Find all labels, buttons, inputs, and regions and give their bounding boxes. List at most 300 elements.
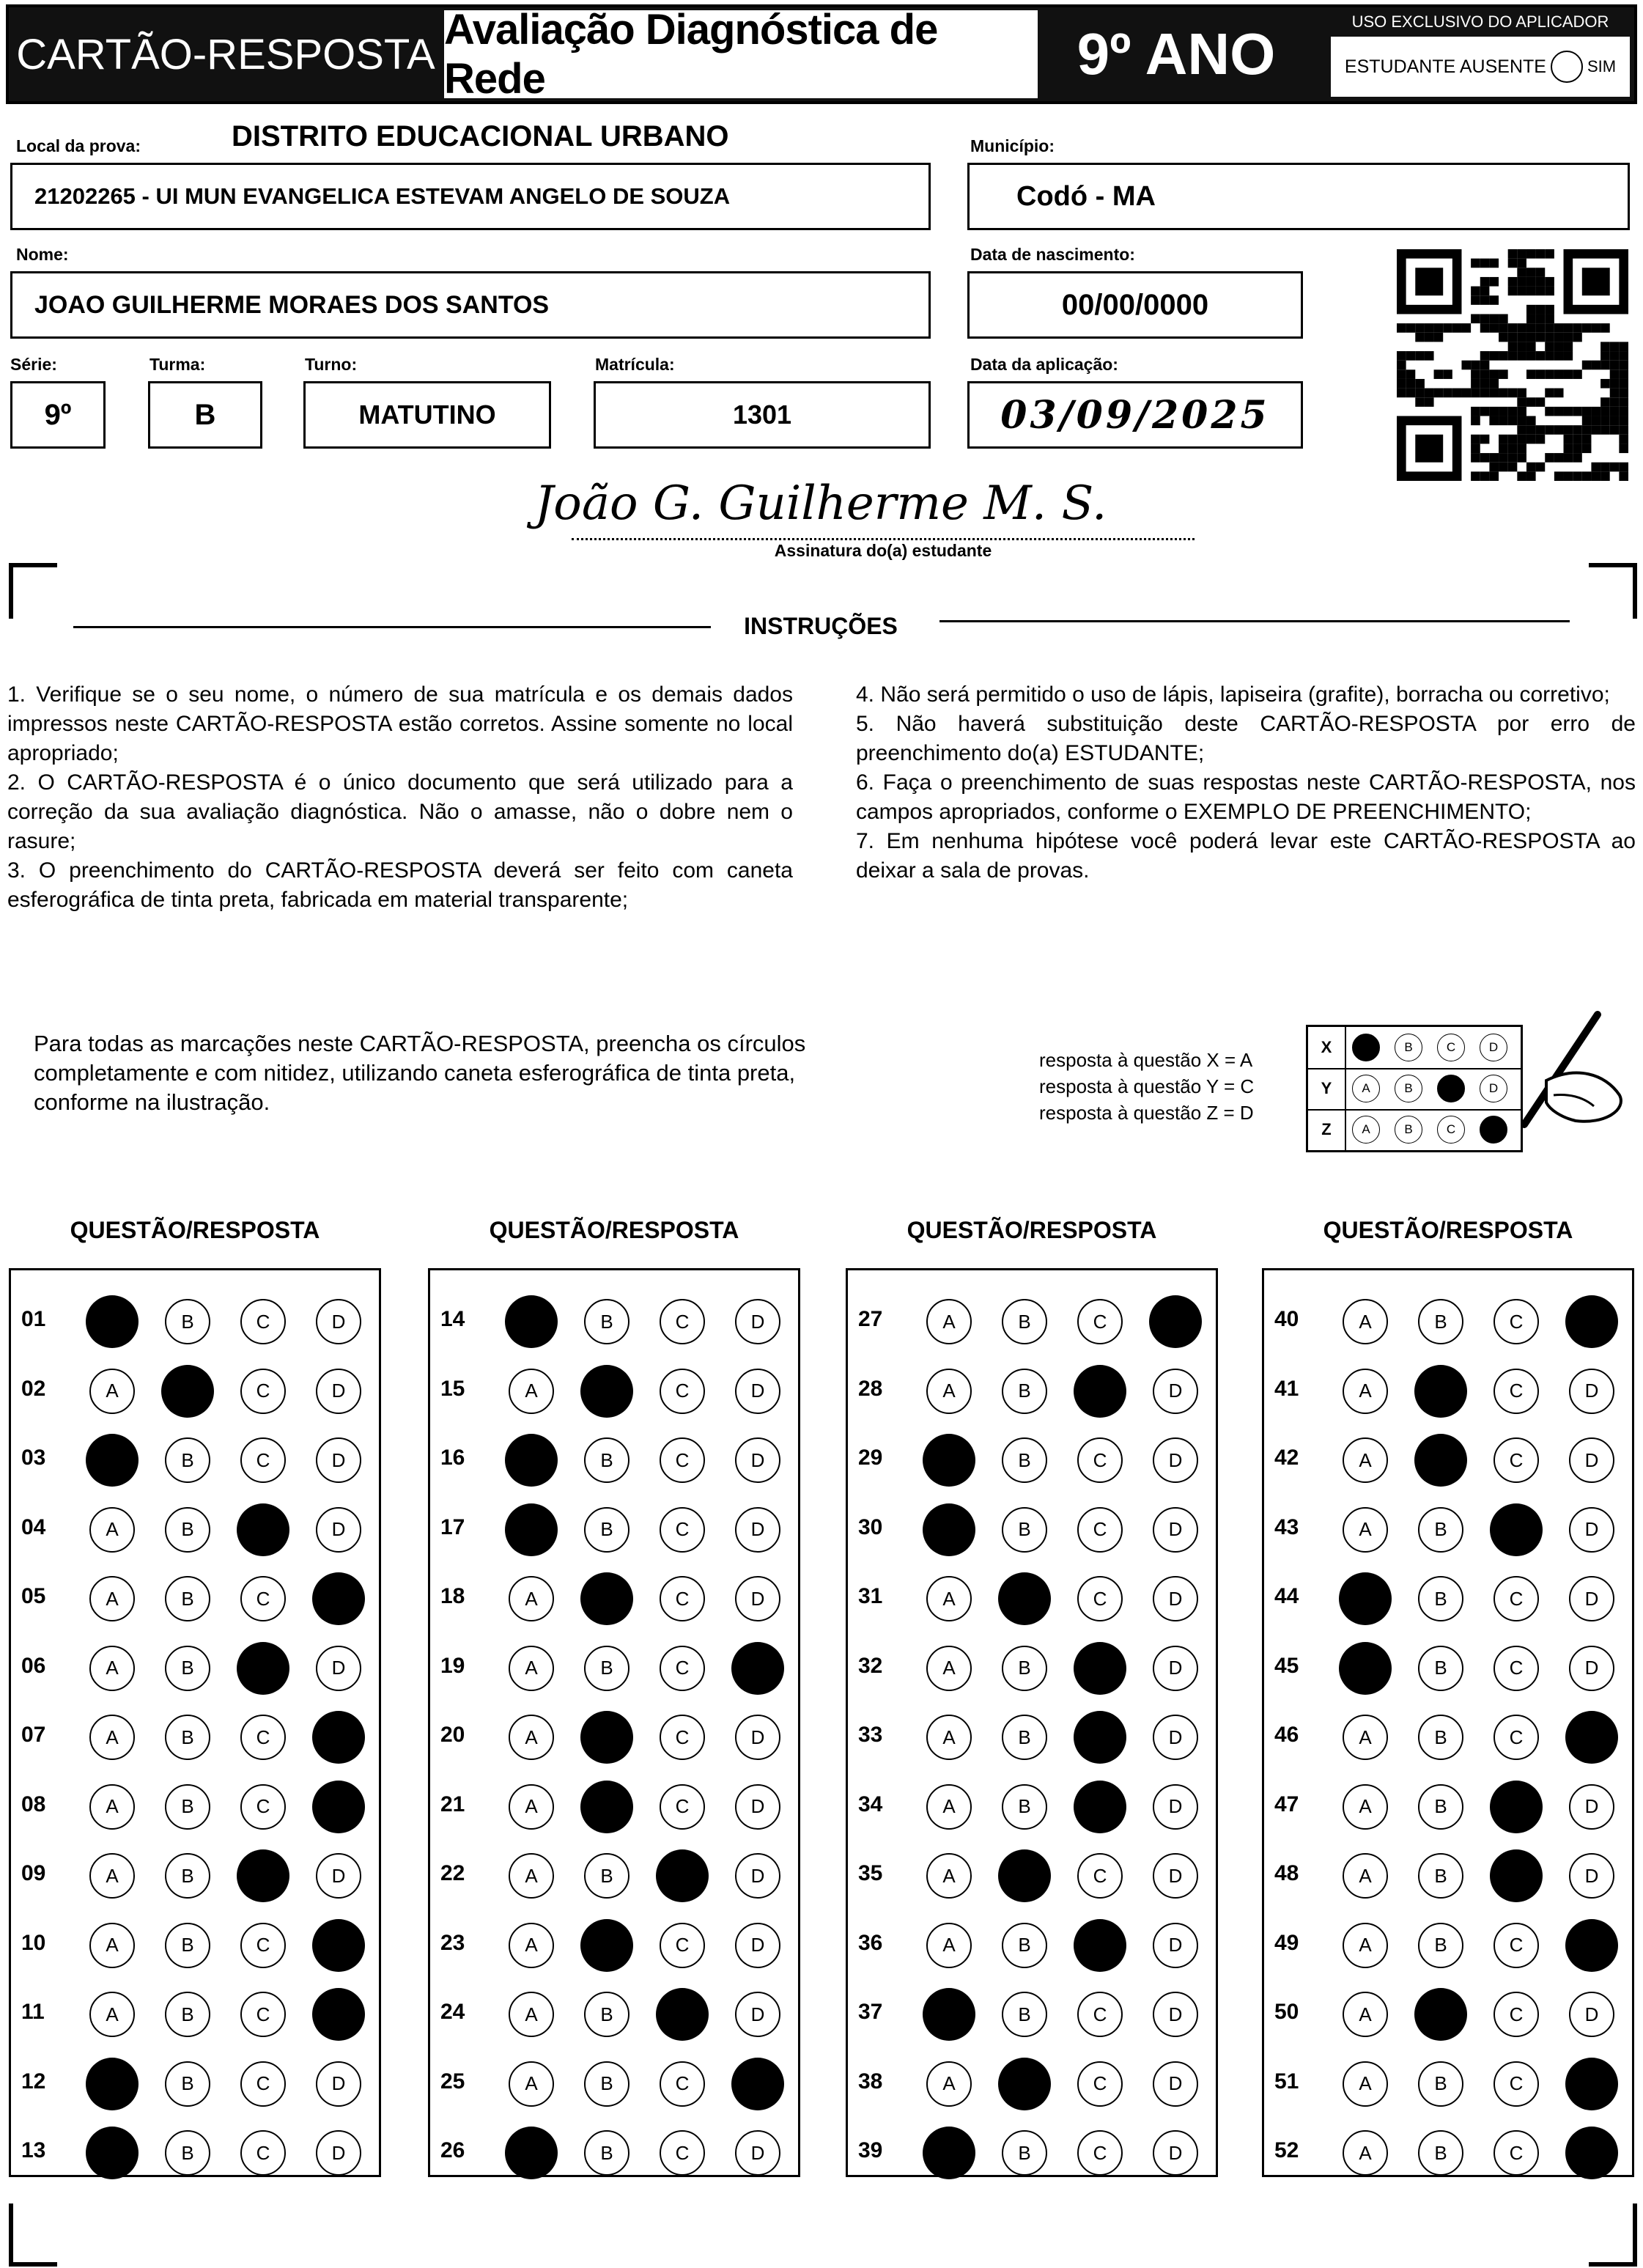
- answer-bubble-12-c[interactable]: C: [240, 2061, 286, 2107]
- answer-bubble-50-b[interactable]: [1414, 1988, 1467, 2041]
- answer-bubble-07-a[interactable]: A: [89, 1715, 135, 1760]
- answer-bubble-06-b[interactable]: B: [165, 1646, 210, 1691]
- answer-bubble-09-b[interactable]: B: [165, 1853, 210, 1899]
- answer-bubble-13-d[interactable]: D: [316, 2130, 361, 2176]
- answer-bubble-15-d[interactable]: D: [735, 1369, 780, 1414]
- answer-bubble-48-d[interactable]: D: [1569, 1853, 1614, 1899]
- aplicacao-field: 03/09/2025: [967, 381, 1303, 449]
- answer-bubble-33-a[interactable]: A: [926, 1715, 972, 1760]
- question-number: 33: [858, 1723, 883, 1747]
- answer-bubble-29-b[interactable]: B: [1002, 1437, 1047, 1483]
- instruction-2: 2. O CARTÃO-RESPOSTA é o único documento que será utilizado para a correção da sua avaliação diagnóstica. Não o amasse, não o dobre nem o rasure;: [7, 770, 793, 853]
- answer-bubble-45-c[interactable]: C: [1494, 1646, 1539, 1691]
- answer-bubble-24-d[interactable]: D: [735, 1992, 780, 2037]
- answer-bubble-50-a[interactable]: A: [1343, 1992, 1388, 2037]
- question-number: 50: [1274, 2000, 1299, 2024]
- question-number: 17: [440, 1514, 465, 1539]
- answer-bubble-48-c[interactable]: [1490, 1849, 1543, 1902]
- turno-label: Turno:: [305, 355, 358, 374]
- answer-bubble-29-c[interactable]: C: [1077, 1437, 1123, 1483]
- answer-bubble-41-b[interactable]: [1414, 1365, 1467, 1418]
- answer-bubble-26-a[interactable]: [505, 2127, 558, 2179]
- answer-bubble-49-b[interactable]: B: [1418, 1923, 1463, 1968]
- municipio-label: Município:: [970, 136, 1055, 155]
- question-number: 05: [21, 1584, 46, 1608]
- absent-label: ESTUDANTE AUSENTE: [1344, 56, 1546, 77]
- answer-bubble-39-b[interactable]: B: [1002, 2130, 1047, 2176]
- answer-bubble-50-c[interactable]: C: [1494, 1992, 1539, 2037]
- instruction-5: 5. Não haverá substituição deste CARTÃO-RESPOSTA por erro de preenchimento do(a) ESTUDANTE;: [856, 712, 1636, 765]
- absent-yes-label: SIM: [1587, 57, 1617, 76]
- answer-bubble-30-a[interactable]: [923, 1503, 975, 1556]
- answer-bubble-06-c[interactable]: [237, 1642, 289, 1695]
- answer-bubble-40-d[interactable]: [1565, 1295, 1618, 1348]
- answer-bubble-02-d[interactable]: D: [316, 1369, 361, 1414]
- answer-bubble-19-d[interactable]: [731, 1642, 784, 1695]
- example-bubble-b: B: [1395, 1075, 1422, 1102]
- answer-bubble-11-d[interactable]: [312, 1988, 365, 2041]
- answer-bubble-04-c[interactable]: [237, 1503, 289, 1556]
- answer-bubble-20-d[interactable]: D: [735, 1715, 780, 1760]
- answer-bubble-09-c[interactable]: [237, 1849, 289, 1902]
- answer-bubble-02-b[interactable]: [161, 1365, 214, 1418]
- answer-bubble-06-a[interactable]: A: [89, 1646, 135, 1691]
- answer-bubble-42-a[interactable]: A: [1343, 1437, 1388, 1483]
- question-number: 25: [440, 2069, 465, 2094]
- example-bubble-c: C: [1437, 1116, 1465, 1144]
- answer-bubble-14-b[interactable]: B: [584, 1299, 629, 1344]
- question-number: 48: [1274, 1861, 1299, 1885]
- answer-bubble-09-d[interactable]: D: [316, 1853, 361, 1899]
- nascimento-label: Data de nascimento:: [970, 245, 1135, 264]
- answer-bubble-28-b[interactable]: B: [1002, 1369, 1047, 1414]
- question-number: 44: [1274, 1584, 1299, 1608]
- answer-bubble-37-d[interactable]: D: [1153, 1992, 1198, 2037]
- answer-bubble-15-b[interactable]: [580, 1365, 633, 1418]
- answer-bubble-27-c[interactable]: C: [1077, 1299, 1123, 1344]
- answer-bubble-18-b[interactable]: [580, 1572, 633, 1625]
- answer-bubble-30-b[interactable]: B: [1002, 1507, 1047, 1553]
- corner-mark-top-right: [1589, 563, 1637, 619]
- example-bubble-c: [1437, 1075, 1465, 1102]
- answer-bubble-31-c[interactable]: C: [1077, 1576, 1123, 1621]
- answer-bubble-39-c[interactable]: C: [1077, 2130, 1123, 2176]
- answer-bubble-26-d[interactable]: D: [735, 2130, 780, 2176]
- example-legend-x: resposta à questão X = A: [1039, 1049, 1253, 1071]
- answer-bubble-03-c[interactable]: C: [240, 1437, 286, 1483]
- answer-bubble-14-a[interactable]: [505, 1295, 558, 1348]
- answer-bubble-50-d[interactable]: D: [1569, 1992, 1614, 2037]
- example-row-label: Z: [1308, 1109, 1346, 1150]
- answer-bubble-21-a[interactable]: A: [509, 1784, 554, 1830]
- answer-bubble-45-b[interactable]: B: [1418, 1646, 1463, 1691]
- question-number: 37: [858, 2000, 883, 2024]
- answer-bubble-49-a[interactable]: A: [1343, 1923, 1388, 1968]
- instructions-title: INSTRUÇÕES: [744, 613, 898, 639]
- answer-bubble-41-d[interactable]: D: [1569, 1369, 1614, 1414]
- answer-bubble-46-b[interactable]: B: [1418, 1715, 1463, 1760]
- exam-title: Avaliação Diagnóstica de Rede: [444, 10, 1038, 98]
- answer-bubble-52-a[interactable]: A: [1343, 2130, 1388, 2176]
- example-bubble-d: D: [1480, 1075, 1507, 1102]
- answer-bubble-14-c[interactable]: C: [660, 1299, 705, 1344]
- answer-bubble-01-b[interactable]: B: [165, 1299, 210, 1344]
- example-row-y: [1308, 1068, 1521, 1111]
- question-number: 38: [858, 2069, 883, 2094]
- answer-bubble-21-d[interactable]: D: [735, 1784, 780, 1830]
- corner-mark-bottom-left: [9, 2203, 57, 2267]
- absent-box: [1331, 37, 1630, 97]
- answer-bubble-01-a[interactable]: [86, 1295, 139, 1348]
- answer-bubble-26-c[interactable]: C: [660, 2130, 705, 2176]
- answer-bubble-19-c[interactable]: C: [660, 1646, 705, 1691]
- answer-bubble-16-c[interactable]: C: [660, 1437, 705, 1483]
- answer-bubble-51-c[interactable]: C: [1494, 2061, 1539, 2107]
- answer-bubble-15-c[interactable]: C: [660, 1369, 705, 1414]
- answer-bubble-23-d[interactable]: D: [735, 1923, 780, 1968]
- signature-line: [572, 538, 1195, 540]
- question-number: 29: [858, 1446, 883, 1470]
- fill-note: Para todas as marcações neste CARTÃO-RESPOSTA, preencha os círculos completamente e com nitidez, utilizando caneta esferográfica de tinta preta, conforme na ilustração.: [34, 1031, 806, 1115]
- question-number: 47: [1274, 1792, 1299, 1816]
- answer-bubble-22-d[interactable]: D: [735, 1853, 780, 1899]
- instruction-4: 4. Não será permitido o uso de lápis, lapiseira (grafite), borracha ou corretivo;: [856, 682, 1610, 707]
- answer-bubble-10-b[interactable]: B: [165, 1923, 210, 1968]
- answer-bubble-43-a[interactable]: A: [1343, 1507, 1388, 1553]
- answer-bubble-05-a[interactable]: A: [89, 1576, 135, 1621]
- answer-bubble-23-b[interactable]: [580, 1919, 633, 1972]
- answer-bubble-18-a[interactable]: A: [509, 1576, 554, 1621]
- answer-bubble-35-d[interactable]: D: [1153, 1853, 1198, 1899]
- answer-bubble-03-d[interactable]: D: [316, 1437, 361, 1483]
- answer-bubble-49-d[interactable]: [1565, 1919, 1618, 1972]
- question-number: 14: [440, 1307, 465, 1331]
- answer-bubble-45-d[interactable]: D: [1569, 1646, 1614, 1691]
- answer-bubble-19-a[interactable]: A: [509, 1646, 554, 1691]
- answer-bubble-47-d[interactable]: D: [1569, 1784, 1614, 1830]
- instructions-rule-left: [73, 626, 711, 628]
- nome-label: Nome:: [16, 245, 69, 264]
- answer-bubble-29-a[interactable]: [923, 1434, 975, 1487]
- answer-bubble-48-b[interactable]: B: [1418, 1853, 1463, 1899]
- answer-bubble-12-a[interactable]: [86, 2058, 139, 2110]
- answer-bubble-26-b[interactable]: B: [584, 2130, 629, 2176]
- question-number: 02: [21, 1376, 46, 1401]
- answer-bubble-05-c[interactable]: C: [240, 1576, 286, 1621]
- answer-bubble-40-c[interactable]: C: [1494, 1299, 1539, 1344]
- answer-bubble-08-a[interactable]: A: [89, 1784, 135, 1830]
- question-number: 04: [21, 1514, 46, 1539]
- answer-bubble-37-b[interactable]: B: [1002, 1992, 1047, 2037]
- answer-bubble-19-b[interactable]: B: [584, 1646, 629, 1691]
- answer-bubble-44-a[interactable]: [1339, 1572, 1392, 1625]
- answer-bubble-29-d[interactable]: D: [1153, 1437, 1198, 1483]
- answer-bubble-36-b[interactable]: B: [1002, 1923, 1047, 1968]
- answer-bubble-51-a[interactable]: A: [1343, 2061, 1388, 2107]
- answer-bubble-38-c[interactable]: C: [1077, 2061, 1123, 2107]
- answer-bubble-52-d[interactable]: [1565, 2127, 1618, 2179]
- question-number: 18: [440, 1584, 465, 1608]
- answer-bubble-28-d[interactable]: D: [1153, 1369, 1198, 1414]
- answer-bubble-17-d[interactable]: D: [735, 1507, 780, 1553]
- answer-column-2: [428, 1268, 800, 2177]
- instructions-left: [7, 680, 793, 915]
- answer-bubble-04-d[interactable]: D: [316, 1507, 361, 1553]
- answer-bubble-37-a[interactable]: [923, 1988, 975, 2041]
- answer-bubble-46-a[interactable]: A: [1343, 1715, 1388, 1760]
- answer-bubble-47-c[interactable]: [1490, 1781, 1543, 1833]
- answer-bubble-24-c[interactable]: [656, 1988, 709, 2041]
- answer-bubble-12-b[interactable]: B: [165, 2061, 210, 2107]
- answer-bubble-30-c[interactable]: C: [1077, 1507, 1123, 1553]
- answer-bubble-05-b[interactable]: B: [165, 1576, 210, 1621]
- answer-bubble-30-d[interactable]: D: [1153, 1507, 1198, 1553]
- question-number: 42: [1274, 1446, 1299, 1470]
- answer-bubble-36-d[interactable]: D: [1153, 1923, 1198, 1968]
- answer-bubble-39-d[interactable]: D: [1153, 2130, 1198, 2176]
- answer-bubble-17-c[interactable]: C: [660, 1507, 705, 1553]
- answer-bubble-47-a[interactable]: A: [1343, 1784, 1388, 1830]
- answer-bubble-52-c[interactable]: C: [1494, 2130, 1539, 2176]
- nascimento-field: 00/00/0000: [967, 271, 1303, 339]
- answer-bubble-42-d[interactable]: D: [1569, 1437, 1614, 1483]
- question-number: 39: [858, 2138, 883, 2162]
- answer-bubble-27-d[interactable]: [1149, 1295, 1202, 1348]
- answer-bubble-20-b[interactable]: [580, 1711, 633, 1764]
- answer-bubble-42-c[interactable]: C: [1494, 1437, 1539, 1483]
- answer-bubble-01-c[interactable]: C: [240, 1299, 286, 1344]
- answer-bubble-46-c[interactable]: C: [1494, 1715, 1539, 1760]
- answer-bubble-05-d[interactable]: [312, 1572, 365, 1625]
- answer-bubble-13-a[interactable]: [86, 2127, 139, 2179]
- answer-bubble-49-c[interactable]: C: [1494, 1923, 1539, 1968]
- answer-bubble-43-c[interactable]: [1490, 1503, 1543, 1556]
- absent-checkbox[interactable]: [1551, 51, 1583, 83]
- answer-bubble-14-d[interactable]: D: [735, 1299, 780, 1344]
- answer-bubble-28-c[interactable]: [1074, 1365, 1126, 1418]
- answer-bubble-13-b[interactable]: B: [165, 2130, 210, 2176]
- answer-bubble-38-d[interactable]: D: [1153, 2061, 1198, 2107]
- answer-bubble-11-c[interactable]: C: [240, 1992, 286, 2037]
- answer-column-4: [1262, 1268, 1634, 2177]
- answer-bubble-31-b[interactable]: [998, 1572, 1051, 1625]
- question-number: 19: [440, 1653, 465, 1678]
- answer-bubble-18-c[interactable]: C: [660, 1576, 705, 1621]
- answer-bubble-20-a[interactable]: A: [509, 1715, 554, 1760]
- question-number: 15: [440, 1376, 465, 1401]
- answer-bubble-18-d[interactable]: D: [735, 1576, 780, 1621]
- answer-bubble-47-b[interactable]: B: [1418, 1784, 1463, 1830]
- answer-bubble-20-c[interactable]: C: [660, 1715, 705, 1760]
- answer-bubble-12-d[interactable]: D: [316, 2061, 361, 2107]
- question-number: 31: [858, 1584, 883, 1608]
- answer-bubble-33-d[interactable]: D: [1153, 1715, 1198, 1760]
- answer-bubble-02-c[interactable]: C: [240, 1369, 286, 1414]
- answer-bubble-32-b[interactable]: B: [1002, 1646, 1047, 1691]
- answer-bubble-25-d[interactable]: [731, 2058, 784, 2110]
- answer-bubble-33-c[interactable]: [1074, 1711, 1126, 1764]
- answer-bubble-21-c[interactable]: C: [660, 1784, 705, 1830]
- answer-bubble-42-b[interactable]: [1414, 1434, 1467, 1487]
- example-bubble-d: D: [1480, 1034, 1507, 1061]
- answer-bubble-40-b[interactable]: B: [1418, 1299, 1463, 1344]
- answer-bubble-17-b[interactable]: B: [584, 1507, 629, 1553]
- answer-bubble-44-c[interactable]: C: [1494, 1576, 1539, 1621]
- question-number: 10: [21, 1930, 46, 1955]
- answer-bubble-44-b[interactable]: B: [1418, 1576, 1463, 1621]
- example-bubble-b: B: [1395, 1116, 1422, 1144]
- answer-bubble-48-a[interactable]: A: [1343, 1853, 1388, 1899]
- turno-field: MATUTINO: [303, 381, 551, 449]
- answer-bubble-24-b[interactable]: B: [584, 1992, 629, 2037]
- answer-bubble-34-d[interactable]: D: [1153, 1784, 1198, 1830]
- answer-bubble-38-a[interactable]: A: [926, 2061, 972, 2107]
- answer-bubble-07-c[interactable]: C: [240, 1715, 286, 1760]
- answer-bubble-21-b[interactable]: [580, 1781, 633, 1833]
- turma-field: B: [148, 381, 262, 449]
- answer-bubble-07-d[interactable]: [312, 1711, 365, 1764]
- question-number: 36: [858, 1930, 883, 1955]
- answer-bubble-17-a[interactable]: [505, 1503, 558, 1556]
- answer-bubble-25-c[interactable]: C: [660, 2061, 705, 2107]
- answer-bubble-04-a[interactable]: A: [89, 1507, 135, 1553]
- answer-bubble-16-a[interactable]: [505, 1434, 558, 1487]
- answer-bubble-51-d[interactable]: [1565, 2058, 1618, 2110]
- question-number: 26: [440, 2138, 465, 2162]
- answer-bubble-10-c[interactable]: C: [240, 1923, 286, 1968]
- answer-bubble-34-a[interactable]: A: [926, 1784, 972, 1830]
- answer-bubble-35-a[interactable]: A: [926, 1853, 972, 1899]
- question-number: 09: [21, 1861, 46, 1885]
- answer-bubble-44-d[interactable]: D: [1569, 1576, 1614, 1621]
- answer-bubble-36-c[interactable]: [1074, 1919, 1126, 1972]
- question-number: 13: [21, 2138, 46, 2162]
- answer-bubble-10-d[interactable]: [312, 1919, 365, 1972]
- answer-bubble-41-a[interactable]: A: [1343, 1369, 1388, 1414]
- answer-bubble-01-d[interactable]: D: [316, 1299, 361, 1344]
- answer-bubble-36-a[interactable]: A: [926, 1923, 972, 1968]
- matricula-label: Matrícula:: [595, 355, 675, 374]
- answer-bubble-41-c[interactable]: C: [1494, 1369, 1539, 1414]
- municipio-field: Codó - MA: [967, 163, 1630, 230]
- question-number: 40: [1274, 1307, 1299, 1331]
- answer-bubble-10-a[interactable]: A: [89, 1923, 135, 1968]
- answer-bubble-34-b[interactable]: B: [1002, 1784, 1047, 1830]
- question-number: 20: [440, 1723, 465, 1747]
- serie-field: 9º: [10, 381, 106, 449]
- example-legend-y: resposta à questão Y = C: [1039, 1075, 1255, 1097]
- answer-bubble-23-a[interactable]: A: [509, 1923, 554, 1968]
- question-number: 11: [21, 2000, 45, 2024]
- question-number: 28: [858, 1376, 883, 1401]
- example-bubble-c: C: [1437, 1034, 1465, 1061]
- nome-field: JOAO GUILHERME MORAES DOS SANTOS: [10, 271, 931, 339]
- answer-bubble-35-c[interactable]: C: [1077, 1853, 1123, 1899]
- answer-bubble-13-c[interactable]: C: [240, 2130, 286, 2176]
- answer-bubble-32-c[interactable]: [1074, 1642, 1126, 1695]
- column-header: QUESTÃO/RESPOSTA: [489, 1217, 739, 1243]
- example-legend-z: resposta à questão Z = D: [1039, 1102, 1254, 1124]
- answer-bubble-06-d[interactable]: D: [316, 1646, 361, 1691]
- answer-bubble-39-a[interactable]: [923, 2127, 975, 2179]
- answer-bubble-35-b[interactable]: [998, 1849, 1051, 1902]
- answer-bubble-25-a[interactable]: A: [509, 2061, 554, 2107]
- question-number: 08: [21, 1792, 46, 1816]
- answer-bubble-52-b[interactable]: B: [1418, 2130, 1463, 2176]
- column-header: QUESTÃO/RESPOSTA: [907, 1217, 1157, 1243]
- question-number: 49: [1274, 1930, 1299, 1955]
- answer-bubble-38-b[interactable]: [998, 2058, 1051, 2110]
- answer-bubble-15-a[interactable]: A: [509, 1369, 554, 1414]
- answer-bubble-46-d[interactable]: [1565, 1711, 1618, 1764]
- answer-bubble-34-c[interactable]: [1074, 1781, 1126, 1833]
- example-bubble-b: B: [1395, 1034, 1422, 1061]
- answer-bubble-09-a[interactable]: A: [89, 1853, 135, 1899]
- question-number: 46: [1274, 1723, 1299, 1747]
- answer-bubble-22-a[interactable]: A: [509, 1853, 554, 1899]
- question-number: 07: [21, 1723, 46, 1747]
- answer-bubble-37-c[interactable]: C: [1077, 1992, 1123, 2037]
- answer-bubble-22-c[interactable]: [656, 1849, 709, 1902]
- answer-bubble-32-a[interactable]: A: [926, 1646, 972, 1691]
- answer-bubble-27-b[interactable]: B: [1002, 1299, 1047, 1344]
- answer-bubble-03-a[interactable]: [86, 1434, 139, 1487]
- answer-bubble-04-b[interactable]: B: [165, 1507, 210, 1553]
- question-number: 03: [21, 1446, 46, 1470]
- signature: João G. Guilherme M. S.: [534, 476, 1107, 531]
- answer-bubble-08-d[interactable]: [312, 1781, 365, 1833]
- answer-bubble-22-b[interactable]: B: [584, 1853, 629, 1899]
- answer-bubble-31-a[interactable]: A: [926, 1576, 972, 1621]
- answer-bubble-23-c[interactable]: C: [660, 1923, 705, 1968]
- answer-bubble-45-a[interactable]: [1339, 1642, 1392, 1695]
- answer-bubble-08-b[interactable]: B: [165, 1784, 210, 1830]
- applicator-label: USO EXCLUSIVO DO APLICADOR: [1351, 12, 1609, 31]
- answer-bubble-03-b[interactable]: B: [165, 1437, 210, 1483]
- answer-bubble-08-c[interactable]: C: [240, 1784, 286, 1830]
- answer-bubble-24-a[interactable]: A: [509, 1992, 554, 2037]
- example-grid: [1306, 1025, 1523, 1152]
- answer-bubble-11-b[interactable]: B: [165, 1992, 210, 2037]
- card-title: CARTÃO-RESPOSTA: [9, 7, 443, 101]
- answer-bubble-25-b[interactable]: B: [584, 2061, 629, 2107]
- answer-column-3: [846, 1268, 1218, 2177]
- matricula-field: 1301: [594, 381, 931, 449]
- answer-bubble-43-d[interactable]: D: [1569, 1507, 1614, 1553]
- answer-bubble-31-d[interactable]: D: [1153, 1576, 1198, 1621]
- corner-mark-bottom-right: [1589, 2203, 1637, 2267]
- example-bubble-a: [1352, 1034, 1380, 1061]
- answer-bubble-28-a[interactable]: A: [926, 1369, 972, 1414]
- question-number: 12: [21, 2069, 46, 2094]
- answer-bubble-33-b[interactable]: B: [1002, 1715, 1047, 1760]
- answer-bubble-16-d[interactable]: D: [735, 1437, 780, 1483]
- answer-bubble-02-a[interactable]: A: [89, 1369, 135, 1414]
- instructions-rule-right: [939, 620, 1570, 622]
- answer-bubble-40-a[interactable]: A: [1343, 1299, 1388, 1344]
- answer-bubble-51-b[interactable]: B: [1418, 2061, 1463, 2107]
- example-row-z: [1308, 1109, 1521, 1150]
- answer-bubble-11-a[interactable]: A: [89, 1992, 135, 2037]
- answer-bubble-32-d[interactable]: D: [1153, 1646, 1198, 1691]
- question-number: 35: [858, 1861, 883, 1885]
- instruction-1: 1. Verifique se o seu nome, o número de sua matrícula e os demais dados impressos neste CARTÃO-RESPOSTA estão corretos. Assine somente no local apropriado;: [7, 682, 793, 765]
- answer-bubble-07-b[interactable]: B: [165, 1715, 210, 1760]
- answer-bubble-27-a[interactable]: A: [926, 1299, 972, 1344]
- answer-bubble-16-b[interactable]: B: [584, 1437, 629, 1483]
- answer-bubble-43-b[interactable]: B: [1418, 1507, 1463, 1553]
- example-bubble-a: A: [1352, 1075, 1380, 1102]
